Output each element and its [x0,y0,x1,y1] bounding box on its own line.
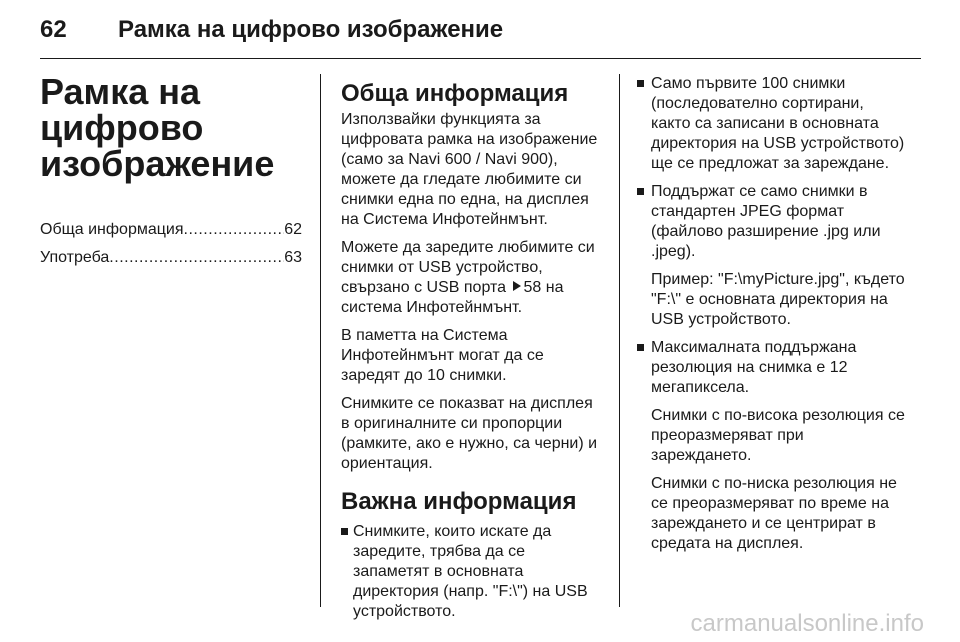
list-item-extra: Пример: "F:\myPicture.jpg", където "F:\" е основната директория на USB устройството. [651,271,905,328]
toc-entry-page: 63 [284,249,302,266]
page-reference-icon [513,281,521,291]
page-reference-text: 58 на система Инфотейнмънт. [341,279,564,316]
list-item [341,522,605,622]
toc-entry-label: Обща информация [40,221,184,238]
bullet-square-icon [637,344,644,351]
bullet-list [341,522,605,622]
header-rule [40,58,921,59]
bullet-list [637,74,907,554]
toc-entry[interactable] [40,248,302,268]
toc-entry-label: Употреба [40,249,110,266]
list-item-text: Снимките, които искате да заредите, трябва да се запаметят в основната директория (напр. "F:\") на USB устройството. [353,523,588,620]
paragraph: Снимките се показват на дисплея в оригиналните си пропорции (рамките, ако е нужно, са черни) и ориентация. [341,395,598,472]
paragraph: В паметта на Система Инфотейнмънт могат да се заредят до 10 снимки. [341,327,544,384]
running-title: Рамка на цифрово изображение [118,16,504,43]
chapter-title: Рамка на цифрово изображение [40,71,275,184]
watermark: carmanualsonline.info [690,610,924,637]
paragraph-text: Можете да заредите любимите си снимки от USB устройство, свързано с USB порта [341,239,595,296]
column-general-info [341,74,605,630]
list-item-extra: Снимки с по-висока резолюция се преоразмеряват при зареждането. [651,407,905,464]
toc-entry[interactable] [40,220,302,240]
toc-leader-dots [184,220,285,240]
bullet-square-icon [341,528,348,535]
toc-leader-dots [109,248,284,268]
column-details [637,74,907,562]
toc-entry-page: 62 [284,221,302,238]
page-number: 62 [40,16,67,43]
list-item [637,74,907,174]
paragraph: Използвайки функцията за цифровата рамка на изображение (само за Navi 600 / Navi 900), можете да гледате любимите си снимки една по една, на дисплея на Система Инфотейнмънт. [341,111,598,228]
list-item [637,338,907,554]
list-item-text: Максималната поддържана резолюция на снимка е 12 мегапиксела. [651,339,857,396]
column-divider-right [619,74,620,607]
page-header [40,16,920,46]
bullet-square-icon [637,80,644,87]
column-divider-left [320,74,321,607]
bullet-square-icon [637,188,644,195]
paragraph-with-reference [341,238,605,318]
column-toc [40,71,302,276]
list-item-text: Поддържат се само снимки в стандартен JPEG формат (файлово разширение .jpg или .jpeg). [651,183,881,260]
section-heading: Обща информация [341,80,569,107]
list-item-text: Само първите 100 снимки (последователно сортирани, както са записани в основната директория на USB устройството) ще се предложат за зареждане. [651,75,905,172]
list-item [637,182,907,330]
subheading: Важна информация [341,488,577,515]
list-item-extra: Снимки с по-ниска резолюция не се преоразмеряват по време на зареждането и се центрират в средата на дисплея. [651,475,897,552]
